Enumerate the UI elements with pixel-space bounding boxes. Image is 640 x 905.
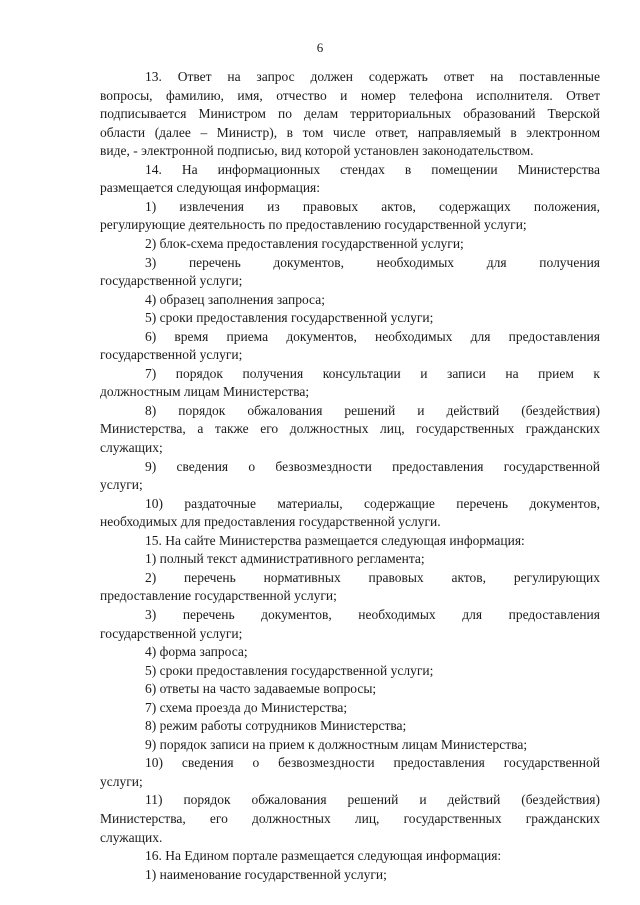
text-line: регулирующие деятельность по предоставлению государственной услуги; [100,217,527,233]
text-line: 6) время приема документов, необходимых для предоставления [145,328,600,344]
text-line: 4) форма запроса; [145,644,248,660]
text-line: 3) перечень документов, необходимых для предоставления [145,606,600,622]
text-line: услуги; [100,773,143,789]
text-line: 4) образец заполнения запроса; [145,291,325,307]
text-line: предоставление государственной услуги; [100,588,337,604]
text-line: 8) порядок обжалования решений и действий (бездействия) [145,402,600,418]
text-line: 3) перечень документов, необходимых для получения [145,254,600,270]
text-line: 15. На сайте Министерства размещается следующая информация: [145,532,525,548]
text-line: 2) перечень нормативных правовых актов, регулирующих [145,569,600,585]
text-line: 14. На информационных стендах в помещении Министерства [145,161,600,177]
text-line: подписывается Министром по делам территориальных образований Тверской [100,106,600,122]
text-line: 5) сроки предоставления государственной услуги; [145,662,434,678]
text-line: служащих. [100,829,163,845]
text-line: 11) порядок обжалования решений и действий (бездействия) [145,792,600,808]
text-line: Министерства, а также его должностных лиц, государственных гражданских [100,421,600,437]
text-line: Министерства, его должностных лиц, государственных гражданских [100,811,600,826]
text-line: должностным лицам Министерства; [100,384,310,400]
text-line: 1) наименование государственной услуги; [145,866,387,882]
text-line: 8) режим работы сотрудников Министерства; [145,718,407,734]
text-line: 6) ответы на часто задаваемые вопросы; [145,681,377,697]
text-line: 10) сведения о безвозмездности предоставления государственной [145,755,600,771]
text-line: необходимых для предоставления государственной услуги. [100,514,441,530]
text-line: виде, - электронной подписью, вид которой установлен законодательством. [100,143,534,159]
text-line: 10) раздаточные материалы, содержащие перечень документов, [145,495,600,511]
text-line: 16. На Едином портале размещается следующая информация: [145,848,502,864]
text-line: 9) порядок записи на прием к должностным лицам Министерства; [145,736,528,752]
text-line: размещается следующая информация: [100,180,321,196]
text-line: 2) блок-схема предоставления государственной услуги; [145,235,464,251]
text-line: 1) извлечения из правовых актов, содержащих положения, [145,198,600,214]
text-line: 9) сведения о безвозмездности предоставления государственной [145,458,600,474]
text-line: служащих; [100,440,163,455]
text-line: 5) сроки предоставления государственной услуги; [145,310,434,326]
text-line: услуги; [100,477,143,493]
text-line: области (далее – Министр), в том числе ответ, направляемый в электронном [100,124,600,140]
text-line: 13. Ответ на запрос должен содержать ответ на поставленные [145,69,600,84]
text-line: 7) порядок получения консультации и записи на прием к [145,365,600,381]
text-line: государственной услуги; [100,347,243,363]
text-line: вопросы, фамилию, имя, отчество и номер телефона исполнителя. Ответ [100,87,600,103]
page-number: 6 [316,40,324,55]
text-line: государственной услуги; [100,625,243,641]
text-line: государственной услуги; [100,273,243,289]
text-line: 1) полный текст административного регламента; [145,551,425,567]
text-line: 7) схема проезда до Министерства; [145,699,348,715]
